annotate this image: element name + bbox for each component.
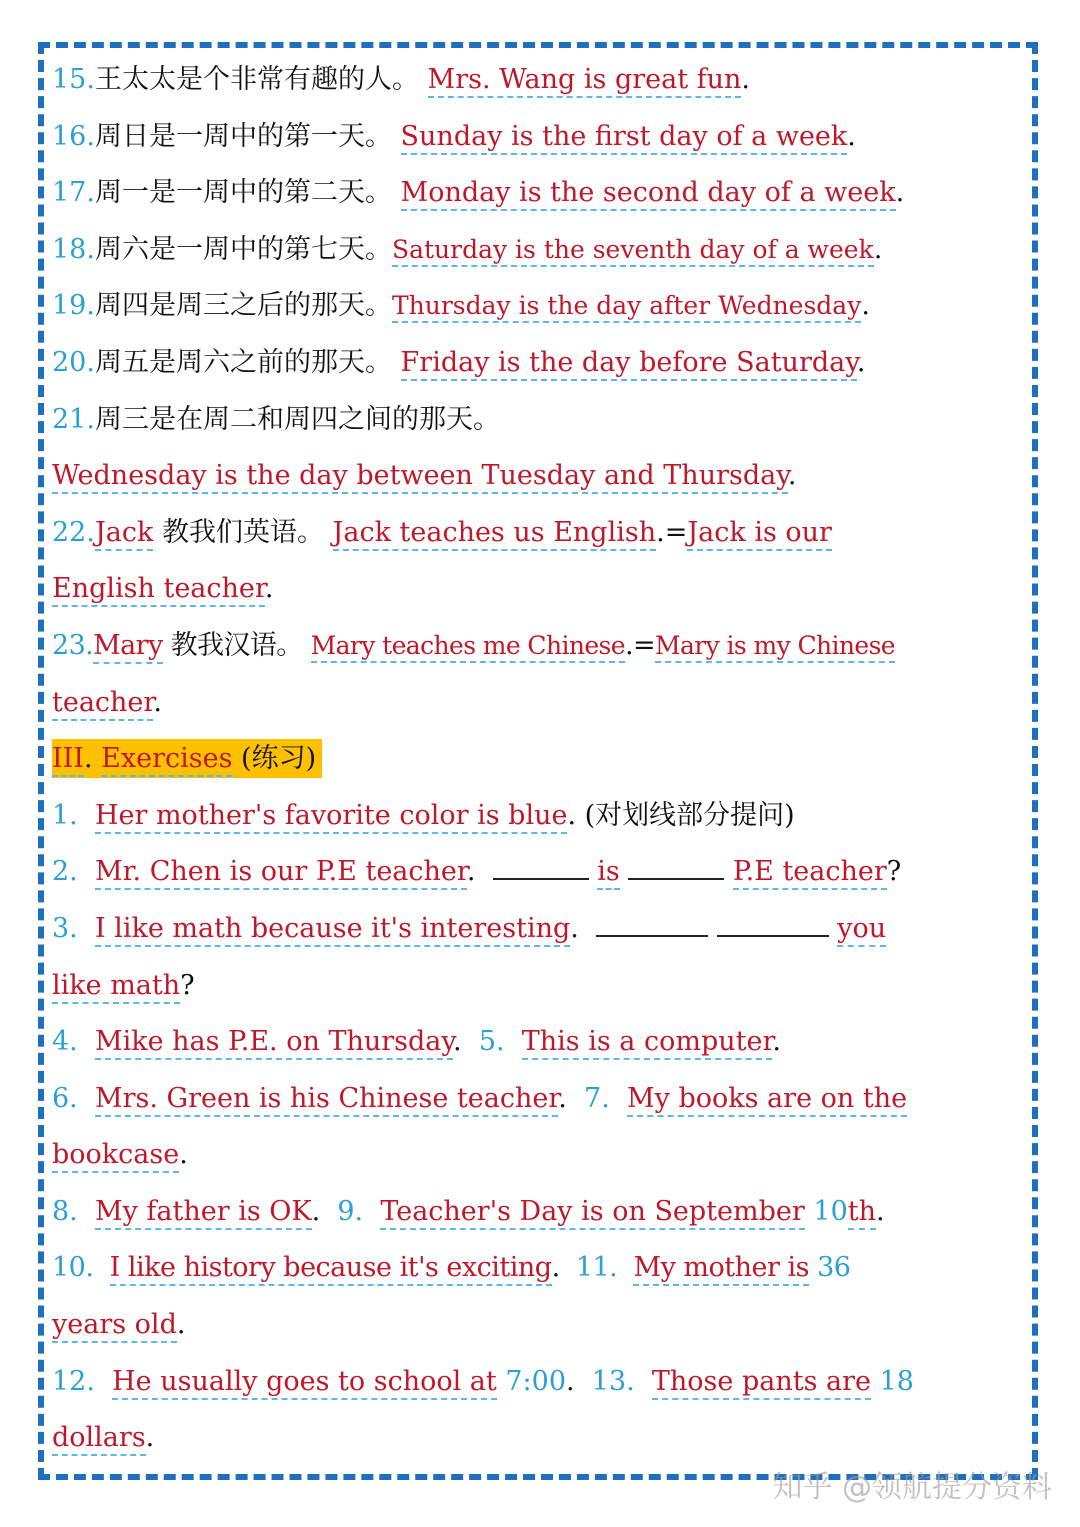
exercise-7-cont: bookcase.	[52, 1127, 1032, 1184]
chinese-text: 教我们英语。	[153, 516, 333, 548]
section-heading-highlight: III. Exercises (练习)	[52, 739, 322, 778]
item-number: 16.	[52, 120, 95, 152]
sentence-16: 16.周日是一周中的第一天。 Sunday is the first day of a week.	[52, 109, 1032, 166]
exercise-sentence: Those pants are	[652, 1366, 871, 1400]
exercise-sentence: Teacher's Day is on September	[380, 1196, 805, 1230]
exercise-12-13: 12. He usually goes to school at 7:00. 13. Those pants are 18	[52, 1354, 1032, 1411]
exercise-4-5: 4. Mike has P.E. on Thursday. 5. This is a computer.	[52, 1014, 1032, 1071]
english-answer: Mrs. Wang is great fun	[428, 64, 742, 98]
exercise-8-9: 8. My father is OK. 9. Teacher's Day is on September 10th.	[52, 1184, 1032, 1241]
answer-blank	[596, 909, 708, 937]
sentence-18: 18.周六是一周中的第七天。Saturday is the seventh day of a week.	[52, 233, 883, 265]
exercise-sentence: My father is OK	[95, 1196, 312, 1230]
chinese-text: 周日是一周中的第一天。	[94, 120, 401, 152]
item-number: 15.	[52, 64, 95, 95]
english-answer-alt: teacher	[52, 687, 153, 721]
english-answer: Saturday is the seventh day of a week	[392, 235, 874, 267]
exercise-sentence: This is a computer	[522, 1026, 773, 1060]
sentence-22-cont: English teacher.	[52, 561, 1032, 618]
exercise-11-cont: years old.	[52, 1297, 1032, 1354]
sentence-17: 17.周一是一周中的第二天。 Monday is the second day of a week.	[52, 165, 1032, 222]
sentence-23: 23.Mary 教我汉语。 Mary teaches me Chinese.=Mary is my Chinese	[52, 618, 1032, 675]
english-answer: Wednesday is the day between Tuesday and Thursday	[52, 460, 788, 494]
sentence-23-cont: teacher.	[52, 675, 1032, 732]
sentence-19: 19.周四是周三之后的那天。Thursday is the day after Wednesday.	[52, 290, 870, 322]
exercise-sentence: Mr. Chen is our P.E teacher	[95, 856, 467, 890]
english-answer: Sunday is the first day of a week	[401, 121, 848, 155]
exercise-sentence: Her mother's favorite color is blue	[95, 800, 568, 834]
sentence-15: 15.王太太是个非常有趣的人。 Mrs. Wang is great fun.	[52, 52, 1032, 109]
exercise-6-7: 6. Mrs. Green is his Chinese teacher. 7. My books are on the	[52, 1071, 1032, 1128]
name-text: Mary	[93, 630, 163, 664]
worksheet-content	[52, 52, 1032, 1467]
chinese-text: 周五是周六之前的那天。	[94, 346, 401, 378]
exercise-1: 1. Her mother's favorite color is blue. (对划线部分提问)	[52, 788, 1032, 845]
chinese-text: 周六是一周中的第七天。	[94, 233, 392, 265]
item-number: 19.	[52, 290, 95, 322]
chinese-text: 教我汉语。	[162, 629, 311, 661]
exercise-13-cont: dollars.	[52, 1410, 1032, 1467]
english-answer-alt: English teacher	[52, 573, 265, 607]
item-number: 20.	[52, 346, 95, 378]
sentence-21	[52, 392, 1032, 449]
item-number: 22.	[52, 516, 95, 548]
sentence-20: 20.周五是周六之前的那天。 Friday is the day before Saturday.	[52, 335, 1032, 392]
name-text: Jack	[95, 517, 153, 551]
exercise-sentence: My books are on the	[627, 1083, 907, 1117]
english-answer: Thursday is the day after Wednesday	[392, 291, 861, 323]
exercise-10-11: 10. I like history because it's exciting. 11. My mother is 36	[52, 1240, 1032, 1297]
exercise-sentence: I like history because it's exciting	[110, 1252, 552, 1286]
item-number: 17.	[52, 177, 95, 209]
watermark-text: 知乎 @领航提分资料	[772, 1470, 1052, 1505]
english-answer: Mary teaches me Chinese	[311, 631, 625, 663]
english-answer: Friday is the day before Saturday	[401, 347, 857, 381]
sentence-21-answer: Wednesday is the day between Tuesday and Thursday.	[52, 448, 1032, 505]
english-answer: Monday is the second day of a week	[401, 177, 896, 211]
english-answer: Jack teaches us English	[333, 517, 657, 551]
exercise-3: 3. I like math because it's interesting. you	[52, 901, 1032, 958]
chinese-text: 周四是周三之后的那天。	[94, 290, 392, 322]
exercise-sentence: My mother is	[633, 1252, 809, 1286]
chinese-text: 王太太是个非常有趣的人。	[94, 64, 428, 95]
exercise-sentence: I like math because it's interesting	[95, 913, 570, 947]
answer-blank	[717, 909, 829, 937]
exercise-3-cont: like math?	[52, 958, 1032, 1015]
chinese-text: 周三是在周二和周四之间的那天。	[94, 403, 500, 435]
exercise-note: (对划线部分提问)	[584, 799, 795, 831]
exercise-sentence: Mike has P.E. on Thursday	[95, 1026, 453, 1060]
item-number: 23.	[52, 629, 94, 661]
exercise-sentence: He usually goes to school at	[112, 1366, 497, 1400]
item-number: 18.	[52, 233, 95, 265]
answer-blank	[493, 852, 589, 880]
item-number: 21.	[52, 403, 95, 435]
exercise-sentence: Mrs. Green is his Chinese teacher	[95, 1083, 558, 1117]
section-heading	[52, 731, 1032, 788]
answer-blank	[628, 852, 724, 880]
exercise-2: 2. Mr. Chen is our P.E teacher. is P.E teacher?	[52, 844, 1032, 901]
chinese-text: 周一是一周中的第二天。	[94, 177, 401, 209]
english-answer-alt: Jack is our	[687, 517, 832, 551]
english-answer-alt: Mary is my Chinese	[655, 631, 895, 663]
sentence-22: 22.Jack 教我们英语。 Jack teaches us English.=Jack is our	[52, 505, 1032, 562]
